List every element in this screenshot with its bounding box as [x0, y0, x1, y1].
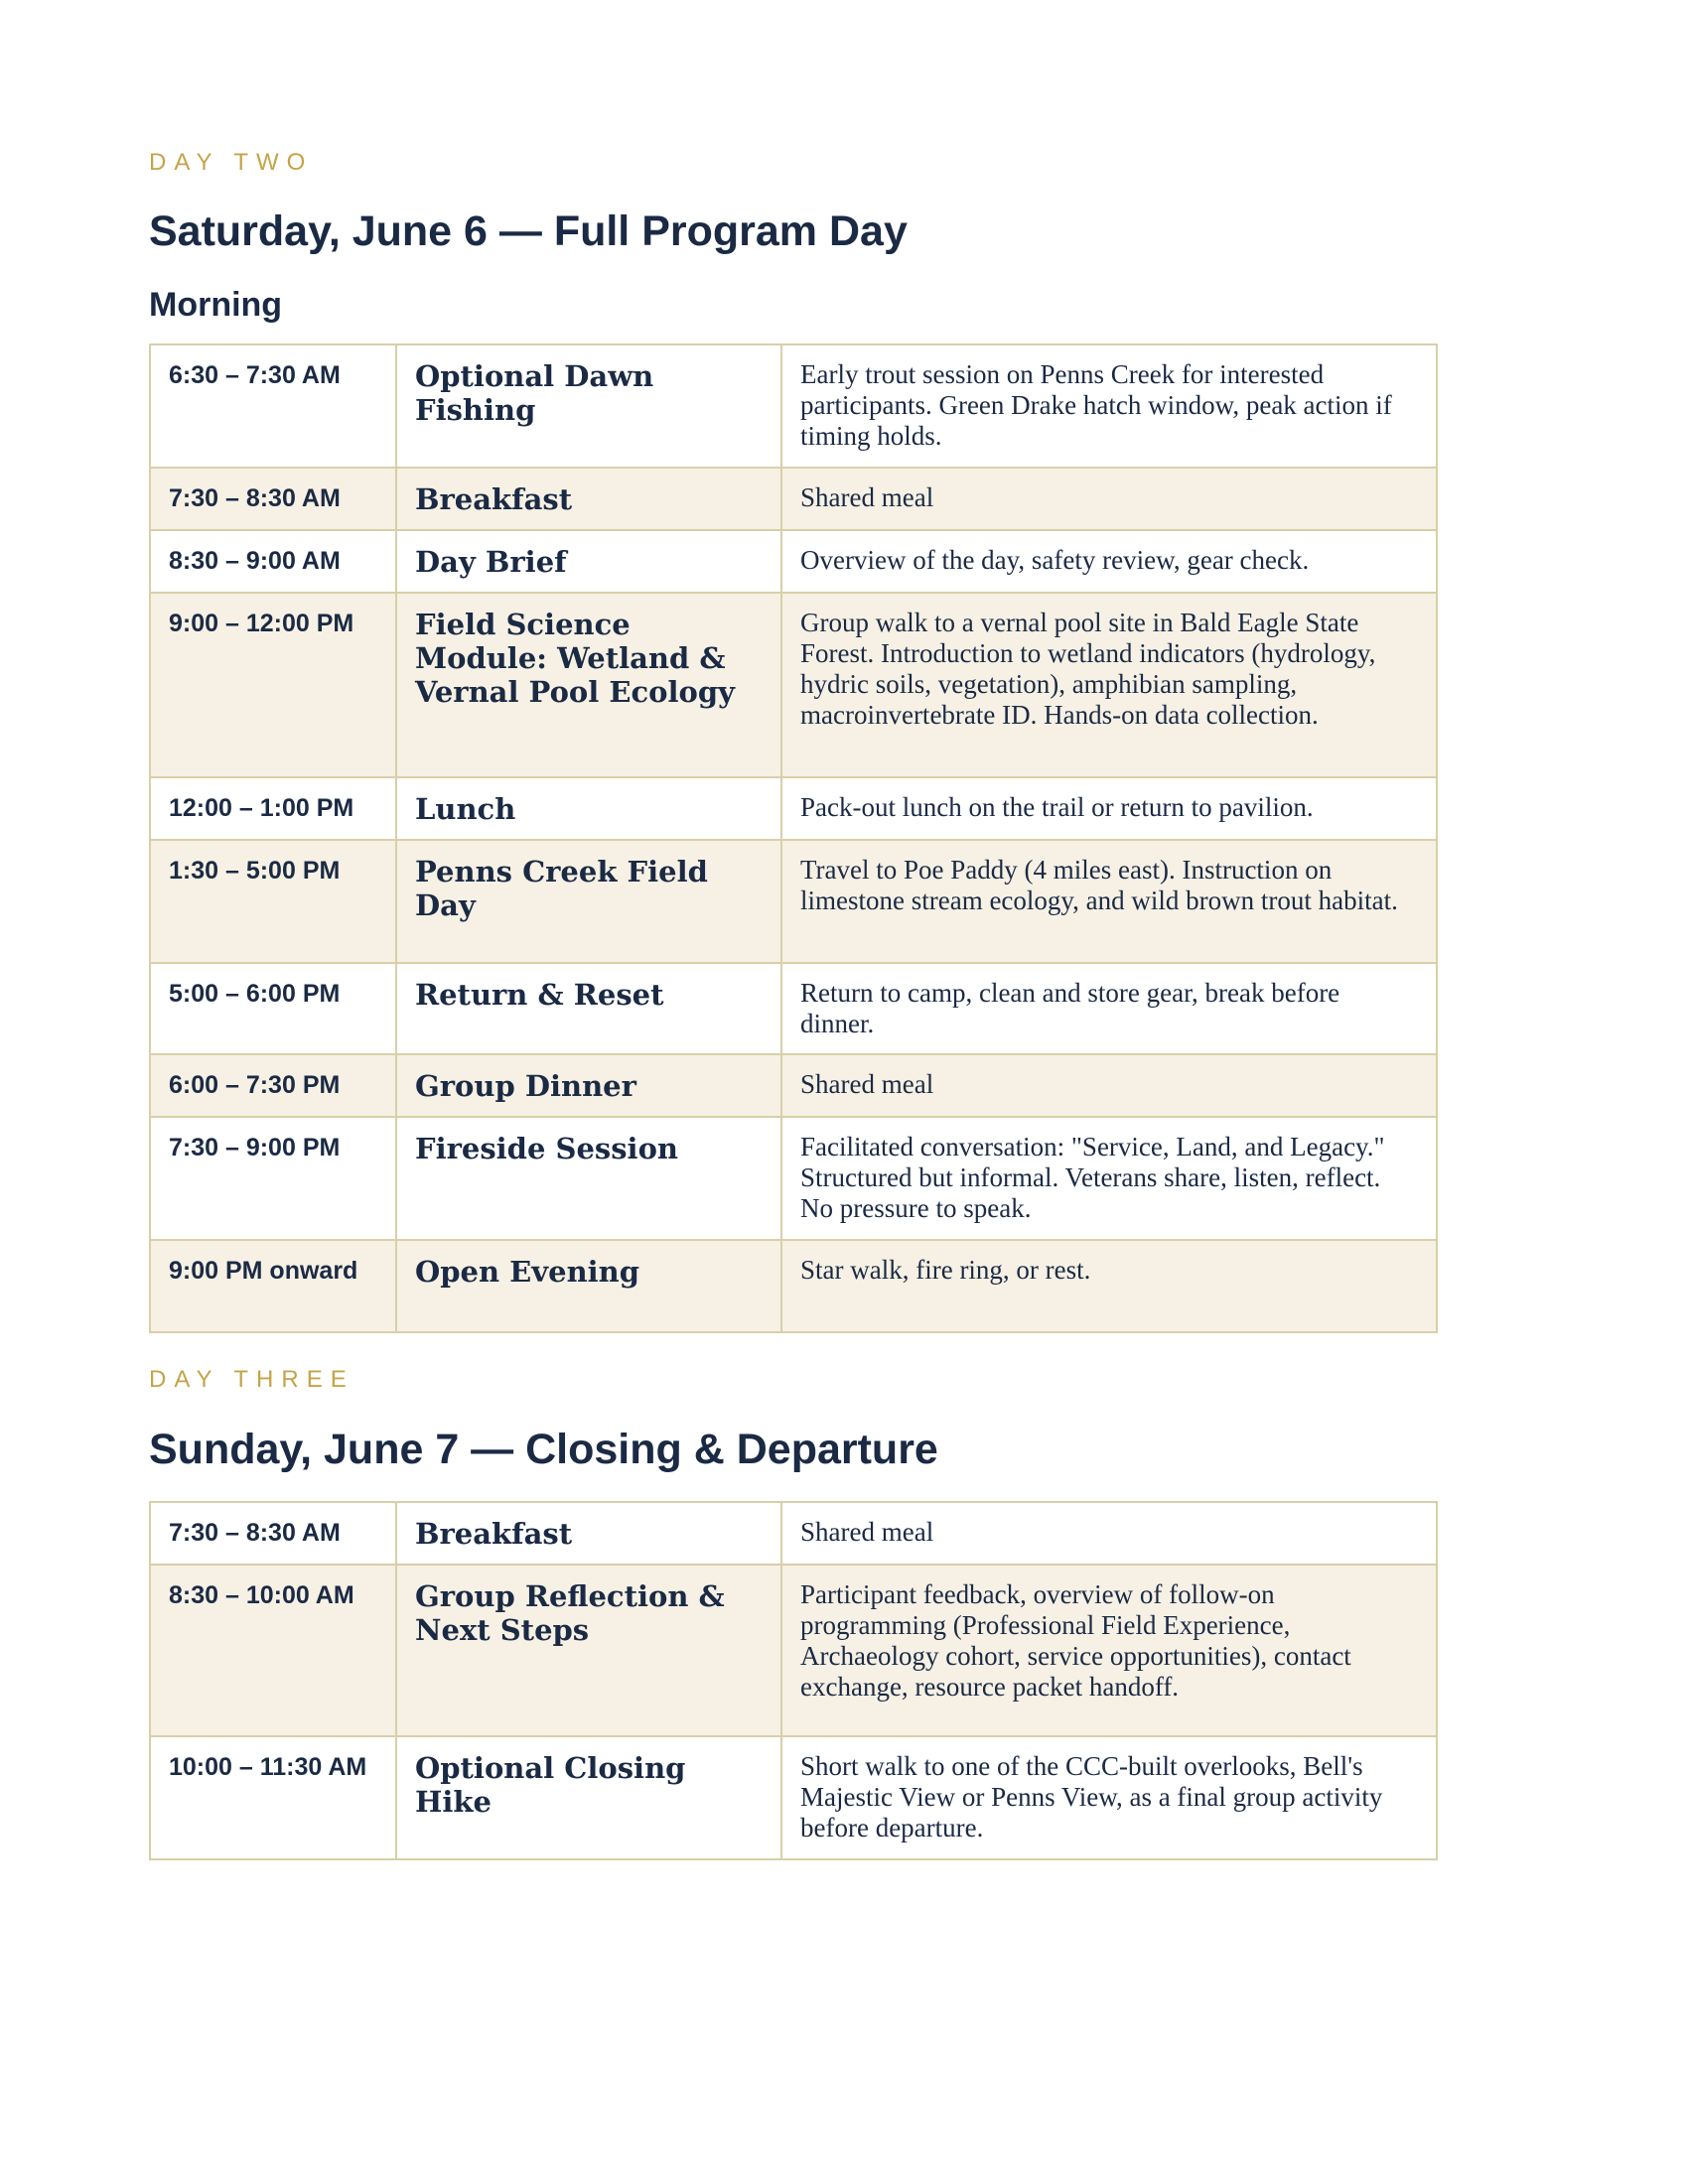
- schedule-time: 6:30 – 7:30 AM: [150, 344, 396, 468]
- schedule-row: [150, 593, 1437, 777]
- schedule-activity: Day Brief: [396, 530, 781, 593]
- schedule-activity: Fireside Session: [396, 1117, 781, 1240]
- schedule-activity: Group Dinner: [396, 1054, 781, 1117]
- schedule-row: [150, 530, 1437, 593]
- schedule-time: 9:00 – 12:00 PM: [150, 593, 396, 777]
- schedule-time: 8:30 – 9:00 AM: [150, 530, 396, 593]
- schedule-time: 8:30 – 10:00 AM: [150, 1565, 396, 1736]
- schedule-row: [150, 1565, 1437, 1736]
- schedule-row: [150, 344, 1437, 468]
- schedule-time: 7:30 – 9:00 PM: [150, 1117, 396, 1240]
- schedule-description: Travel to Poe Paddy (4 miles east). Instruction on limestone stream ecology, and wild brown trout habitat.: [781, 840, 1437, 963]
- schedule-row: [150, 1736, 1437, 1859]
- schedule-time: 7:30 – 8:30 AM: [150, 468, 396, 530]
- schedule-time: 1:30 – 5:00 PM: [150, 840, 396, 963]
- schedule-description: Group walk to a vernal pool site in Bald Eagle State Forest. Introduction to wetland indicators (hydrology, hydric soils, vegetation), amphibian sampling, macroinvertebrate ID. Hands-on data collection.: [781, 593, 1437, 777]
- schedule-time: 12:00 – 1:00 PM: [150, 777, 396, 840]
- schedule-activity: Optional Closing Hike: [396, 1736, 781, 1859]
- schedule-description: Pack-out lunch on the trail or return to pavilion.: [781, 777, 1437, 840]
- schedule-row: [150, 1054, 1437, 1117]
- schedule-time: 9:00 PM onward: [150, 1240, 396, 1332]
- schedule-description: Return to camp, clean and store gear, break before dinner.: [781, 963, 1437, 1054]
- schedule-activity: Optional Dawn Fishing: [396, 344, 781, 468]
- schedule-row: [150, 1240, 1437, 1332]
- schedule-description: Star walk, fire ring, or rest.: [781, 1240, 1437, 1332]
- schedule-activity: Open Evening: [396, 1240, 781, 1332]
- schedule-activity: Penns Creek Field Day: [396, 840, 781, 963]
- schedule-row: [150, 1117, 1437, 1240]
- schedule-time: 5:00 – 6:00 PM: [150, 963, 396, 1054]
- schedule-activity: Field Science Module: Wetland & Vernal Pool Ecology: [396, 593, 781, 777]
- schedule-time: 7:30 – 8:30 AM: [150, 1502, 396, 1565]
- schedule-activity: Return & Reset: [396, 963, 781, 1054]
- schedule-activity: Breakfast: [396, 468, 781, 530]
- schedule-activity: Breakfast: [396, 1502, 781, 1565]
- schedule-description: Shared meal: [781, 468, 1437, 530]
- schedule-description: Facilitated conversation: "Service, Land, and Legacy." Structured but informal. Veterans share, listen, reflect. No pressure to speak.: [781, 1117, 1437, 1240]
- schedule-description: Participant feedback, overview of follow-on programming (Professional Field Experience, Archaeology cohort, service opportunities), contact exchange, resource packet handoff.: [781, 1565, 1437, 1736]
- day-three-schedule-table: [149, 1501, 1438, 1860]
- schedule-activity: Group Reflection & Next Steps: [396, 1565, 781, 1736]
- schedule-time: 10:00 – 11:30 AM: [150, 1736, 396, 1859]
- schedule-description: Overview of the day, safety review, gear check.: [781, 530, 1437, 593]
- schedule-row: [150, 840, 1437, 963]
- day-two-schedule-table: [149, 343, 1438, 1333]
- schedule-description: Short walk to one of the CCC-built overlooks, Bell's Majestic View or Penns View, as a final group activity before departure.: [781, 1736, 1437, 1859]
- morning-heading: Morning: [149, 286, 283, 324]
- schedule-row: [150, 963, 1437, 1054]
- day-two-title: Saturday, June 6 — Full Program Day: [149, 207, 908, 255]
- schedule-description: Shared meal: [781, 1502, 1437, 1565]
- day-three-eyebrow: DAY THREE: [149, 1366, 354, 1393]
- schedule-row: [150, 468, 1437, 530]
- schedule-activity: Lunch: [396, 777, 781, 840]
- day-three-title: Sunday, June 7 — Closing & Departure: [149, 1426, 938, 1473]
- day-two-eyebrow: DAY TWO: [149, 149, 314, 176]
- schedule-row: [150, 1502, 1437, 1565]
- schedule-description: Shared meal: [781, 1054, 1437, 1117]
- schedule-description: Early trout session on Penns Creek for interested participants. Green Drake hatch window, peak action if timing holds.: [781, 344, 1437, 468]
- schedule-time: 6:00 – 7:30 PM: [150, 1054, 396, 1117]
- schedule-row: [150, 777, 1437, 840]
